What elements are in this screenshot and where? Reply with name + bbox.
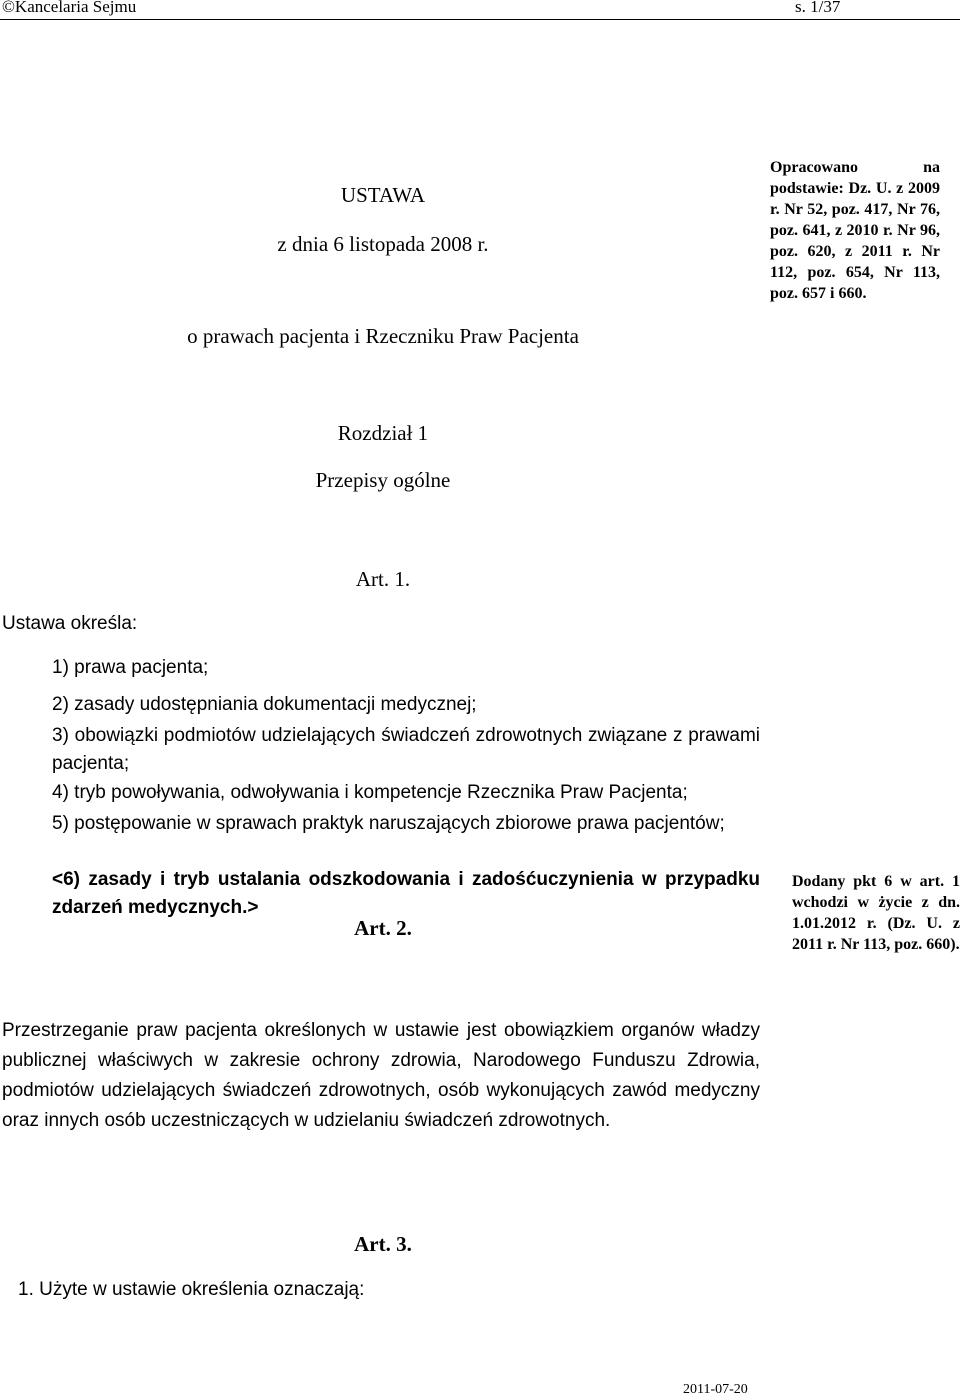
chapter-number: Rozdział 1 <box>337 421 429 445</box>
act-date: z dnia 6 listopada 2008 r. <box>277 232 489 256</box>
act-type-title: USTAWA <box>340 183 426 207</box>
header-divider <box>0 19 960 20</box>
header-page-number: s. 1/37 <box>795 0 841 16</box>
source-note: Opracowano na podstawie: Dz. U. z 2009 r. Nr 52, poz. 417, Nr 76, poz. 641, z 2010 r. Nr 96, poz. 620, z 2011 r. Nr 112, poz. 654, Nr 113, poz. 657 i 660. <box>770 159 940 302</box>
article-3-heading: Art. 3. <box>354 1232 412 1256</box>
article-1-item: 1) prawa pacjenta; <box>52 657 209 678</box>
article-1-item-amended: <6) zasady i tryb ustalania odszkodowania i zadośćuczynienia w przypadku zdarzeń medycznych.> <box>52 869 760 918</box>
article-1-item: 5) postępowanie w sprawach praktyk naruszających zbiorowe prawa pacjentów; <box>52 813 725 834</box>
article-1-item: 2) zasady udostępniania dokumentacji medycznej; <box>52 694 477 715</box>
amendment-note: Dodany pkt 6 w art. 1 wchodzi w życie z dn. 1.01.2012 r. (Dz. U. z 2011 r. Nr 113, poz. 660). <box>792 873 960 953</box>
article-1-item: 4) tryb powoływania, odwoływania i kompetencje Rzecznika Praw Pacjenta; <box>52 782 688 803</box>
article-1-heading: Art. 1. <box>355 567 411 591</box>
article-3-paragraph-1: 1. Użyte w ustawie określenia oznaczają: <box>18 1279 365 1300</box>
page-header <box>0 0 960 20</box>
header-publisher: ©Kancelaria Sejmu <box>2 0 137 16</box>
article-2-heading: Art. 2. <box>354 916 412 940</box>
act-subject: o prawach pacjenta i Rzeczniku Praw Pacjenta <box>187 324 579 348</box>
chapter-title: Przepisy ogólne <box>315 468 451 492</box>
footer-date: 2011-07-20 <box>683 1382 748 1397</box>
article-1-intro: Ustawa określa: <box>2 613 138 634</box>
article-1-item: 3) obowiązki podmiotów udzielających świadczeń zdrowotnych związane z prawami pacjenta; <box>52 725 760 774</box>
article-2-text: Przestrzeganie praw pacjenta określonych w ustawie jest obowiązkiem organów władzy publicznej właściwych w zakresie ochrony zdrowia, Narodowego Funduszu Zdrowia, podmiotów udzielających świadczeń zdrowotnych, osób wykonujących zawód medyczny oraz innych osób uczestniczących w udzielaniu świadczeń zdrowotnych. <box>2 1020 760 1131</box>
